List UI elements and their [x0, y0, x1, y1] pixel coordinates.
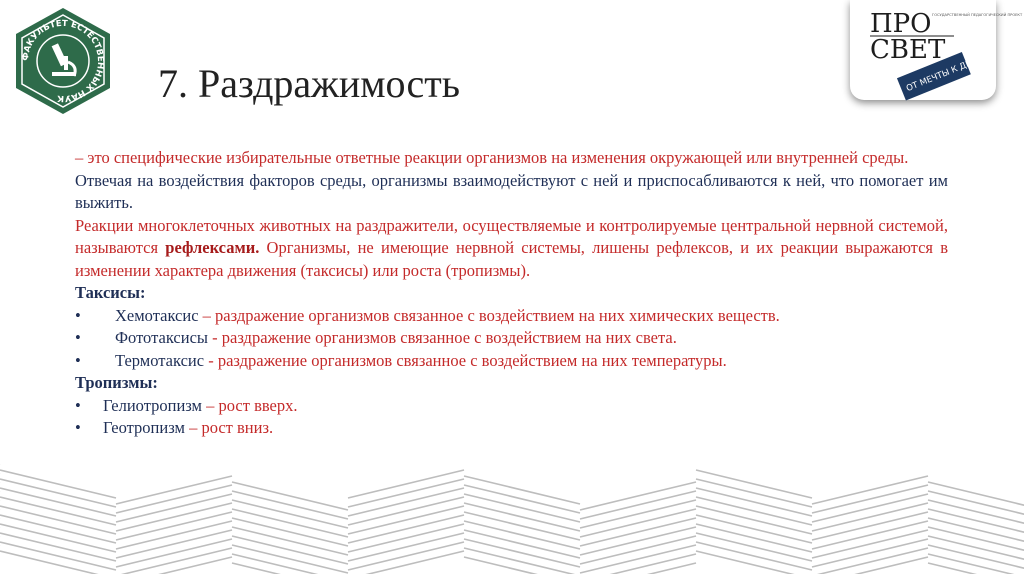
chevron-stripe: [928, 518, 1024, 546]
bullet: •: [75, 328, 81, 347]
chevron-stripe: [928, 536, 1024, 564]
chevron-stripe: [928, 500, 1024, 528]
taxis-sep: -: [204, 350, 214, 370]
bullet: •: [75, 350, 81, 370]
logo-side-text: ГОСУДАРСТВЕННЫЙ ПЕДАГОГИЧЕСКИЙ ПРОЕКТ: [932, 13, 1023, 17]
chevron-stripe: [928, 545, 1024, 573]
content-body: [75, 147, 948, 440]
reflex-paragraph: [75, 215, 948, 283]
chevron-stripe: [696, 551, 812, 574]
taxis-sep: -: [208, 328, 218, 347]
chevron-stripe: [928, 482, 1024, 510]
chevron-stripe: [928, 527, 1024, 555]
tropism-heading: Тропизмы:: [75, 373, 158, 392]
reflex-term: рефлексами.: [165, 238, 260, 257]
prosvet-logo: [850, 0, 1023, 100]
taxis-term: Фототаксисы: [115, 328, 208, 347]
taxis-desc: раздражение организмов связанное с воздействием на них температуры.: [213, 350, 727, 370]
list-item: [75, 395, 948, 418]
tropism-desc: рост вниз.: [197, 418, 274, 437]
reflex-post: Организмы, не имеющие нервной системы, лишены рефлексов, и их реакции выражаются в изменении характера движения (таксисы) или роста (тропизмы).: [75, 238, 948, 280]
decorative-chevron-pattern: [0, 478, 1024, 574]
logo-line1: ПРО: [870, 9, 932, 39]
bullet: •: [75, 305, 81, 325]
chevron-stripe: [928, 509, 1024, 537]
page-title: 7. Раздражимость: [158, 61, 461, 106]
chevron-stripe: [232, 554, 348, 574]
taxis-sep: –: [198, 305, 211, 325]
list-item: [75, 417, 948, 440]
tropism-sep: –: [184, 418, 198, 437]
adaptation-text: Отвечая на воздействия факторов среды, организмы взаимодействуют с ней и приспосабливаются к ней, что помогает им выжить.: [75, 170, 948, 212]
tropism-desc: рост вверх.: [214, 395, 298, 415]
list-item: [75, 350, 948, 373]
tropism-term: Гелиотропизм: [103, 395, 202, 415]
faculty-logo: [8, 6, 118, 116]
bullet: •: [75, 395, 81, 415]
logo-stamp: ОТ МЕЧТЫ К ДЕЛУ: [904, 54, 984, 95]
taxis-desc: раздражение организмов связанное с воздействием на них химических веществ.: [210, 305, 780, 325]
taxis-term: Термотаксис: [115, 350, 205, 370]
tropism-term: Геотропизм: [103, 418, 185, 437]
chevron-stripe: [928, 491, 1024, 519]
logo-circle-text: ФАКУЛЬТЕТ ЕСТЕСТВЕННЫХ НАУК: [20, 18, 106, 104]
chevron-stripe: [0, 551, 116, 574]
reflex-pre: Реакции многоклеточных животных на раздражители, осуществляемые и контролируемые центральной нервной системой, называются: [75, 215, 948, 257]
logo-line2: СВЕТ: [870, 35, 946, 65]
taxis-term: Хемотаксис: [115, 305, 199, 325]
list-item: [75, 305, 948, 328]
definition-text: – это специфические избирательные ответные реакции организмов на изменения окружающей или внутренней среды.: [75, 148, 909, 167]
taxis-desc: раздражение организмов связанное с воздействием на них света.: [217, 328, 677, 347]
chevron-stripe: [580, 554, 696, 574]
taxis-heading: Таксисы:: [75, 283, 146, 302]
chevron-stripe: [348, 551, 464, 574]
bullet: •: [75, 418, 81, 437]
tropism-sep: –: [202, 395, 215, 415]
list-item: [75, 327, 948, 350]
